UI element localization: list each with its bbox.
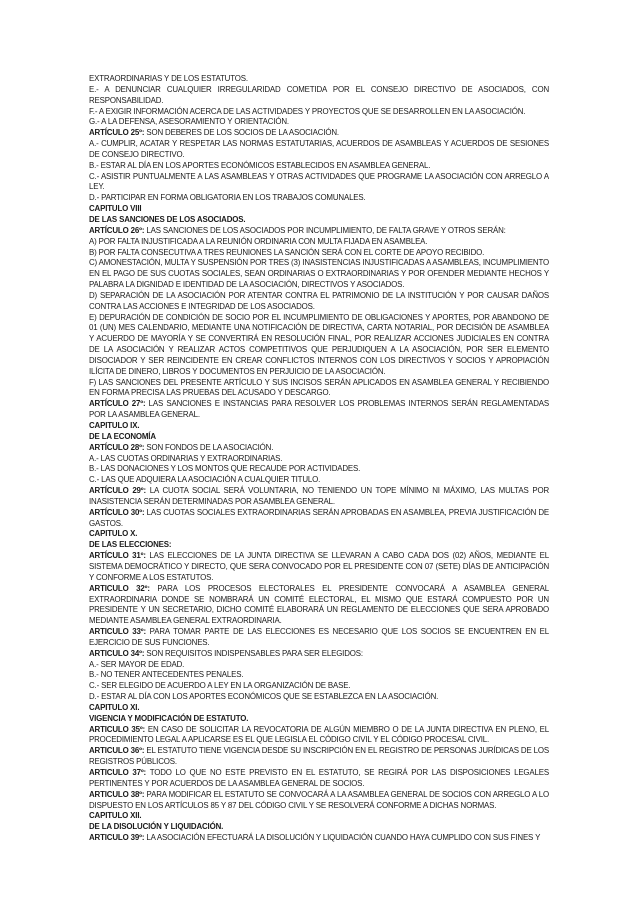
body-paragraph: B) POR FALTA CONSECUTIVA A TRES REUNIONES LA SANCIÓN SERÁ CON EL CORTE DE APOYO RECIBIDO. bbox=[89, 247, 485, 257]
article-label: ARTÍCULO 31º: bbox=[89, 551, 146, 561]
document-page bbox=[89, 74, 549, 844]
section-heading bbox=[89, 822, 549, 833]
article-text: LAS CUOTAS SOCIALES EXTRAORDINARIAS SERÁN APROBADAS EN ASAMBLEA, PREVIA JUSTIFICACIÓN DE GASTOS. bbox=[89, 507, 550, 528]
section-heading bbox=[89, 540, 549, 551]
section-heading bbox=[89, 714, 549, 725]
article-label: ARTÍCULO 25º: bbox=[89, 128, 145, 138]
section-heading bbox=[89, 703, 549, 714]
article-text: SON DEBERES DE LOS SOCIOS DE LA ASOCIACIÓN. bbox=[144, 128, 339, 138]
article-label: ARTÍCULO 27º: bbox=[89, 399, 146, 409]
article-text: PARA LOS PROCESOS ELECTORALES EL PRESIDENTE CONVOCARÁ A ASAMBLEA GENERAL EXTRAORDINARIA DONDE SE NOMBRARÁ UN COMITÉ ELECTORAL, EL MISMO QUE ESTARÁ COMPUESTO POR UN PRESIDENTE Y UN SECRETARIO, DICHO COMITÉ ELABORARÁ UN REGLAMENTO DE ELECCIONES QUE SERA APROBADO MEDIANTE ASAMBLEA GENERAL EXTRAORDINARIA. bbox=[89, 583, 549, 626]
article-text: PARA MODIFICAR EL ESTATUTO SE CONVOCARÁ A LA ASAMBLEA GENERAL DE SOCIOS CON ARREGLO A LO DISPUESTO EN LOS ARTÍCULOS 85 Y 87 DEL CÓDIGO CIVIL Y SE RESOLVERÁ CONFORME A DICHAS NORMAS. bbox=[89, 789, 549, 810]
article-text: LAS ELECCIONES DE LA JUNTA DIRECTIVA SE LLEVARAN A CABO CADA DOS (02) AÑOS, MEDIANTE EL SISTEMA DEMOCRÁTICO Y DIRECTO, QUE SERA CONVOCADO POR EL PRESIDENTE CON 07 (SETE) DÍAS DE ANTICIPACIÓN Y CONFORME A LOS ESTATUTOS. bbox=[89, 551, 549, 582]
article-text: LA CUOTA SOCIAL SERÁ VOLUNTARIA, NO TENIENDO UN TOPE MÍNIMO NI MÁXIMO, LAS MULTAS POR INASISTENCIA SERÁN DETERMINADAS POR ASAMBLEA GENERAL. bbox=[89, 486, 549, 506]
section-heading-text: CAPITULO XII. bbox=[89, 811, 142, 821]
section-heading-text: DE LA DISOLUCIÓN Y LIQUIDACIÓN. bbox=[89, 822, 224, 832]
body-paragraph: E.- A DENUNCIAR CUALQUIER IRREGULARIDAD COMETIDA POR EL CONSEJO DIRECTIVO DE ASOCIADOS, CON RESPONSABILIDAD. bbox=[89, 84, 549, 105]
article-label: ARTICULO 34º: bbox=[89, 648, 145, 658]
article-label: ARTICULO 35º: bbox=[89, 724, 146, 734]
article-paragraph bbox=[89, 649, 549, 660]
section-heading-text: CAPITULO X. bbox=[89, 529, 138, 539]
article-text: LA ASOCIACIÓN EFECTUARÁ LA DISOLUCIÓN Y LIQUIDACIÓN CUANDO HAYA CUMPLIDO CON SUS FINES Y bbox=[144, 833, 541, 843]
body-paragraph: EXTRAORDINARIAS Y DE LOS ESTATUTOS. bbox=[89, 74, 248, 83]
body-paragraph: D) SEPARACIÓN DE LA ASOCIACIÓN POR ATENTAR CONTRA EL PATRIMONIO DE LA INSTITUCIÓN Y POR CAUSAR DAÑOS CONTRA LAS ACCIONES E INTEGRIDAD DE LOS ASOCIADOS. bbox=[89, 290, 549, 311]
article-label: ARTICULO 36º: bbox=[89, 746, 145, 756]
article-text: LAS SANCIONES DE LOS ASOCIADOS POR INCUMPLIMIENTO, DE FALTA GRAVE Y OTROS SERÁN: bbox=[144, 225, 506, 235]
article-paragraph bbox=[89, 790, 549, 812]
body-paragraph: B.- NO TENER ANTECEDENTES PENALES. bbox=[89, 670, 244, 680]
section-heading bbox=[89, 432, 549, 443]
article-text: PARA TOMAR PARTE DE LAS ELECCIONES ES NECESARIO QUE LOS SOCIOS SE ENCUENTREN EN EL EJERCICIO DE SUS FUNCIONES. bbox=[89, 627, 549, 647]
section-heading bbox=[89, 421, 549, 432]
body-paragraph: F.- A EXIGIR INFORMACIÓN ACERCA DE LAS ACTIVIDADES Y PROYECTOS QUE SE DESARROLLEN EN LA ASOCIACIÓN. bbox=[89, 106, 526, 116]
body-paragraph: D.- ESTAR AL DÍA CON LOS APORTES ECONÓMICOS QUE SE ESTABLEZCA EN LA ASOCIACIÓN. bbox=[89, 692, 439, 702]
body-paragraph: B.- ESTAR AL DÍA EN LOS APORTES ECONÓMICOS ESTABLECIDOS EN ASAMBLEA GENERAL. bbox=[89, 160, 431, 170]
article-paragraph bbox=[89, 746, 549, 768]
body-paragraph: B.- LAS DONACIONES Y LOS MONTOS QUE RECAUDE POR ACTIVIDADES. bbox=[89, 464, 361, 474]
article-text: SON REQUISITOS INDISPENSABLES PARA SER ELEGIDOS: bbox=[144, 648, 363, 658]
article-paragraph bbox=[89, 833, 549, 844]
section-heading-text: DE LAS SANCIONES DE LOS ASOCIADOS. bbox=[89, 214, 246, 224]
section-heading-text: CAPITULO IX. bbox=[89, 421, 140, 430]
article-paragraph bbox=[89, 725, 549, 747]
article-text: LAS SANCIONES E INSTANCIAS PARA RESOLVER LOS PROBLEMAS INTERNOS SERÁN REGLAMENTADAS POR LA ASAMBLEA GENERAL. bbox=[89, 399, 549, 420]
article-label: ARTÍCULO 29º: bbox=[89, 486, 147, 496]
article-label: ARTÍCULO 28º: bbox=[89, 442, 145, 452]
article-paragraph bbox=[89, 226, 549, 237]
section-heading bbox=[89, 529, 549, 540]
article-paragraph bbox=[89, 486, 549, 508]
article-label: ARTICULO 33º: bbox=[89, 627, 146, 637]
article-label: ARTICULO 39º: bbox=[89, 833, 145, 843]
body-paragraph: A.- CUMPLIR, ACATAR Y RESPETAR LAS NORMAS ESTATUTARIAS, ACUERDOS DE ASAMBLEAS Y ACUERDOS DE SESIONES DE CONSEJO DIRECTIVO. bbox=[89, 139, 549, 159]
article-text: SON FONDOS DE LA ASOCIACIÓN. bbox=[144, 442, 274, 452]
section-heading-text: VIGENCIA Y MODIFICACIÓN DE ESTATUTO. bbox=[89, 713, 249, 723]
body-paragraph: C.- SER ELEGIDO DE ACUERDO A LEY EN LA ORGANIZACIÓN DE BASE. bbox=[89, 681, 351, 691]
body-paragraph: F) LAS SANCIONES DEL PRESENTE ARTÍCULO Y SUS INCISOS SERÁN APLICADOS EN ASAMBLEA GENERAL Y RECIBIENDO EN FORMA PRECISA LAS PRUEBAS DEL ACUSADO Y DESCARGO. bbox=[89, 377, 549, 398]
body-paragraph: C.- ASISTIR PUNTUALMENTE A LAS ASAMBLEAS Y OTRAS ACTIVIDADES QUE PROGRAME LA ASOCIACIÓN CON ARREGLO A LEY. bbox=[89, 171, 549, 192]
body-paragraph: E) DEPURACIÓN DE CONDICIÓN DE SOCIO POR EL INCUMPLIMIENTO DE OBLIGACIONES Y APORTES, POR ABANDONO DE 01 (UN) MES CALENDARIO, MEDIANTE UNA NOTIFICACIÓN DE DIRECTIVA, CARTA NOTARIAL, POR DECISIÓN DE ASAMBLEA Y ACUERDO DE MAYORÍA Y SE CONVERTIRÁ EN RESOLUCIÓN FINAL, POR REALIZAR ACCIONES JUDICIALES EN CONTRA DE LA ASOCIACIÓN Y REALIZAR ACTOS COMPETITIVOS QUE PERJUDIQUEN A LA ASOCIACIÓN, POR SER ELEMENTO DISOCIADOR Y SER REINCIDENTE EN CREAR CONFLICTOS INTERNOS CON LOS DIRECTIVOS Y SOCIOS Y APROPIACIÓN ILÍCITA DE DINERO, LIBROS Y DOCUMENTOS EN PERJUICIO DE LA ASOCIACIÓN. bbox=[89, 312, 549, 376]
article-paragraph bbox=[89, 508, 549, 530]
section-heading bbox=[89, 204, 549, 215]
body-paragraph: G.- A LA DEFENSA, ASESORAMIENTO Y ORIENTACIÓN. bbox=[89, 117, 289, 127]
body-paragraph: D.- PARTICIPAR EN FORMA OBLIGATORIA EN LOS TRABAJOS COMUNALES. bbox=[89, 193, 366, 203]
article-paragraph bbox=[89, 584, 549, 627]
section-heading-text: CAPITULO VIII bbox=[89, 204, 142, 214]
section-heading-text: CAPITULO XI. bbox=[89, 702, 140, 712]
article-paragraph bbox=[89, 551, 549, 584]
article-paragraph bbox=[89, 768, 549, 790]
body-paragraph: A.- LAS CUOTAS ORDINARIAS Y EXTRAORDINARIAS. bbox=[89, 453, 283, 463]
body-paragraph: A) POR FALTA INJUSTIFICADA A LA REUNIÓN ORDINARIA CON MULTA FIJADA EN ASAMBLEA. bbox=[89, 236, 428, 246]
article-text: EL ESTATUTO TIENE VIGENCIA DESDE SU INSCRIPCIÓN EN EL REGISTRO DE PERSONAS JURÍDICAS DE LOS REGISTROS PÚBLICOS. bbox=[89, 746, 549, 767]
article-label: ARTICULO 38º: bbox=[89, 789, 145, 799]
section-heading bbox=[89, 811, 549, 822]
section-heading-text: DE LAS ELECCIONES: bbox=[89, 540, 172, 550]
section-heading bbox=[89, 215, 549, 226]
article-text: EN CASO DE SOLICITAR LA REVOCATORIA DE ALGÚN MIEMBRO O DE LA JUNTA DIRECTIVA EN PLENO, EL PROCEDIMIENTO LEGAL A APLICARSE ES EL QUE LEGISLA EL CÓDIGO CIVIL Y EL CÓDIGO PROCESAL CIVIL. bbox=[89, 724, 550, 745]
article-label: ARTICULO 32º: bbox=[89, 583, 150, 593]
article-label: ARTICULO 37º: bbox=[89, 768, 147, 777]
section-heading-text: DE LA ECONOMÍA bbox=[89, 431, 156, 441]
body-paragraph: A.- SER MAYOR DE EDAD. bbox=[89, 659, 185, 669]
body-paragraph: C.- LAS QUE ADQUIERA LA ASOCIACIÓN A CUALQUIER TITULO. bbox=[89, 475, 321, 485]
article-paragraph bbox=[89, 128, 549, 139]
article-label: ARTÍCULO 30º: bbox=[89, 507, 145, 517]
article-text: TODO LO QUE NO ESTE PREVISTO EN EL ESTATUTO, SE REGIRÁ POR LAS DISPOSICIONES LEGALES PERTINENTES Y POR ACUERDOS DE LA ASAMBLEA GENERAL DE SOCIOS. bbox=[89, 768, 549, 788]
article-paragraph bbox=[89, 627, 549, 649]
article-label: ARTÍCULO 26º: bbox=[89, 225, 145, 235]
article-paragraph bbox=[89, 399, 549, 421]
body-paragraph: C) AMONESTACIÓN, MULTA Y SUSPENSIÓN POR TRES (3) INASISTENCIAS INJUSTIFICADAS A ASAMBLEAS, INCUMPLIMIENTO EN EL PAGO DE SUS CUOTAS SOCIALES, SEAN ORDINARIAS O EXTRAORDINARIAS Y POR OFENDER MEDIANTE HECHOS Y PALABRA LA DIGNIDAD E IDENTIDAD DE LA ASOCIACIÓN, DIRECTIVOS Y ASOCIADOS. bbox=[89, 258, 549, 290]
article-paragraph bbox=[89, 443, 549, 454]
